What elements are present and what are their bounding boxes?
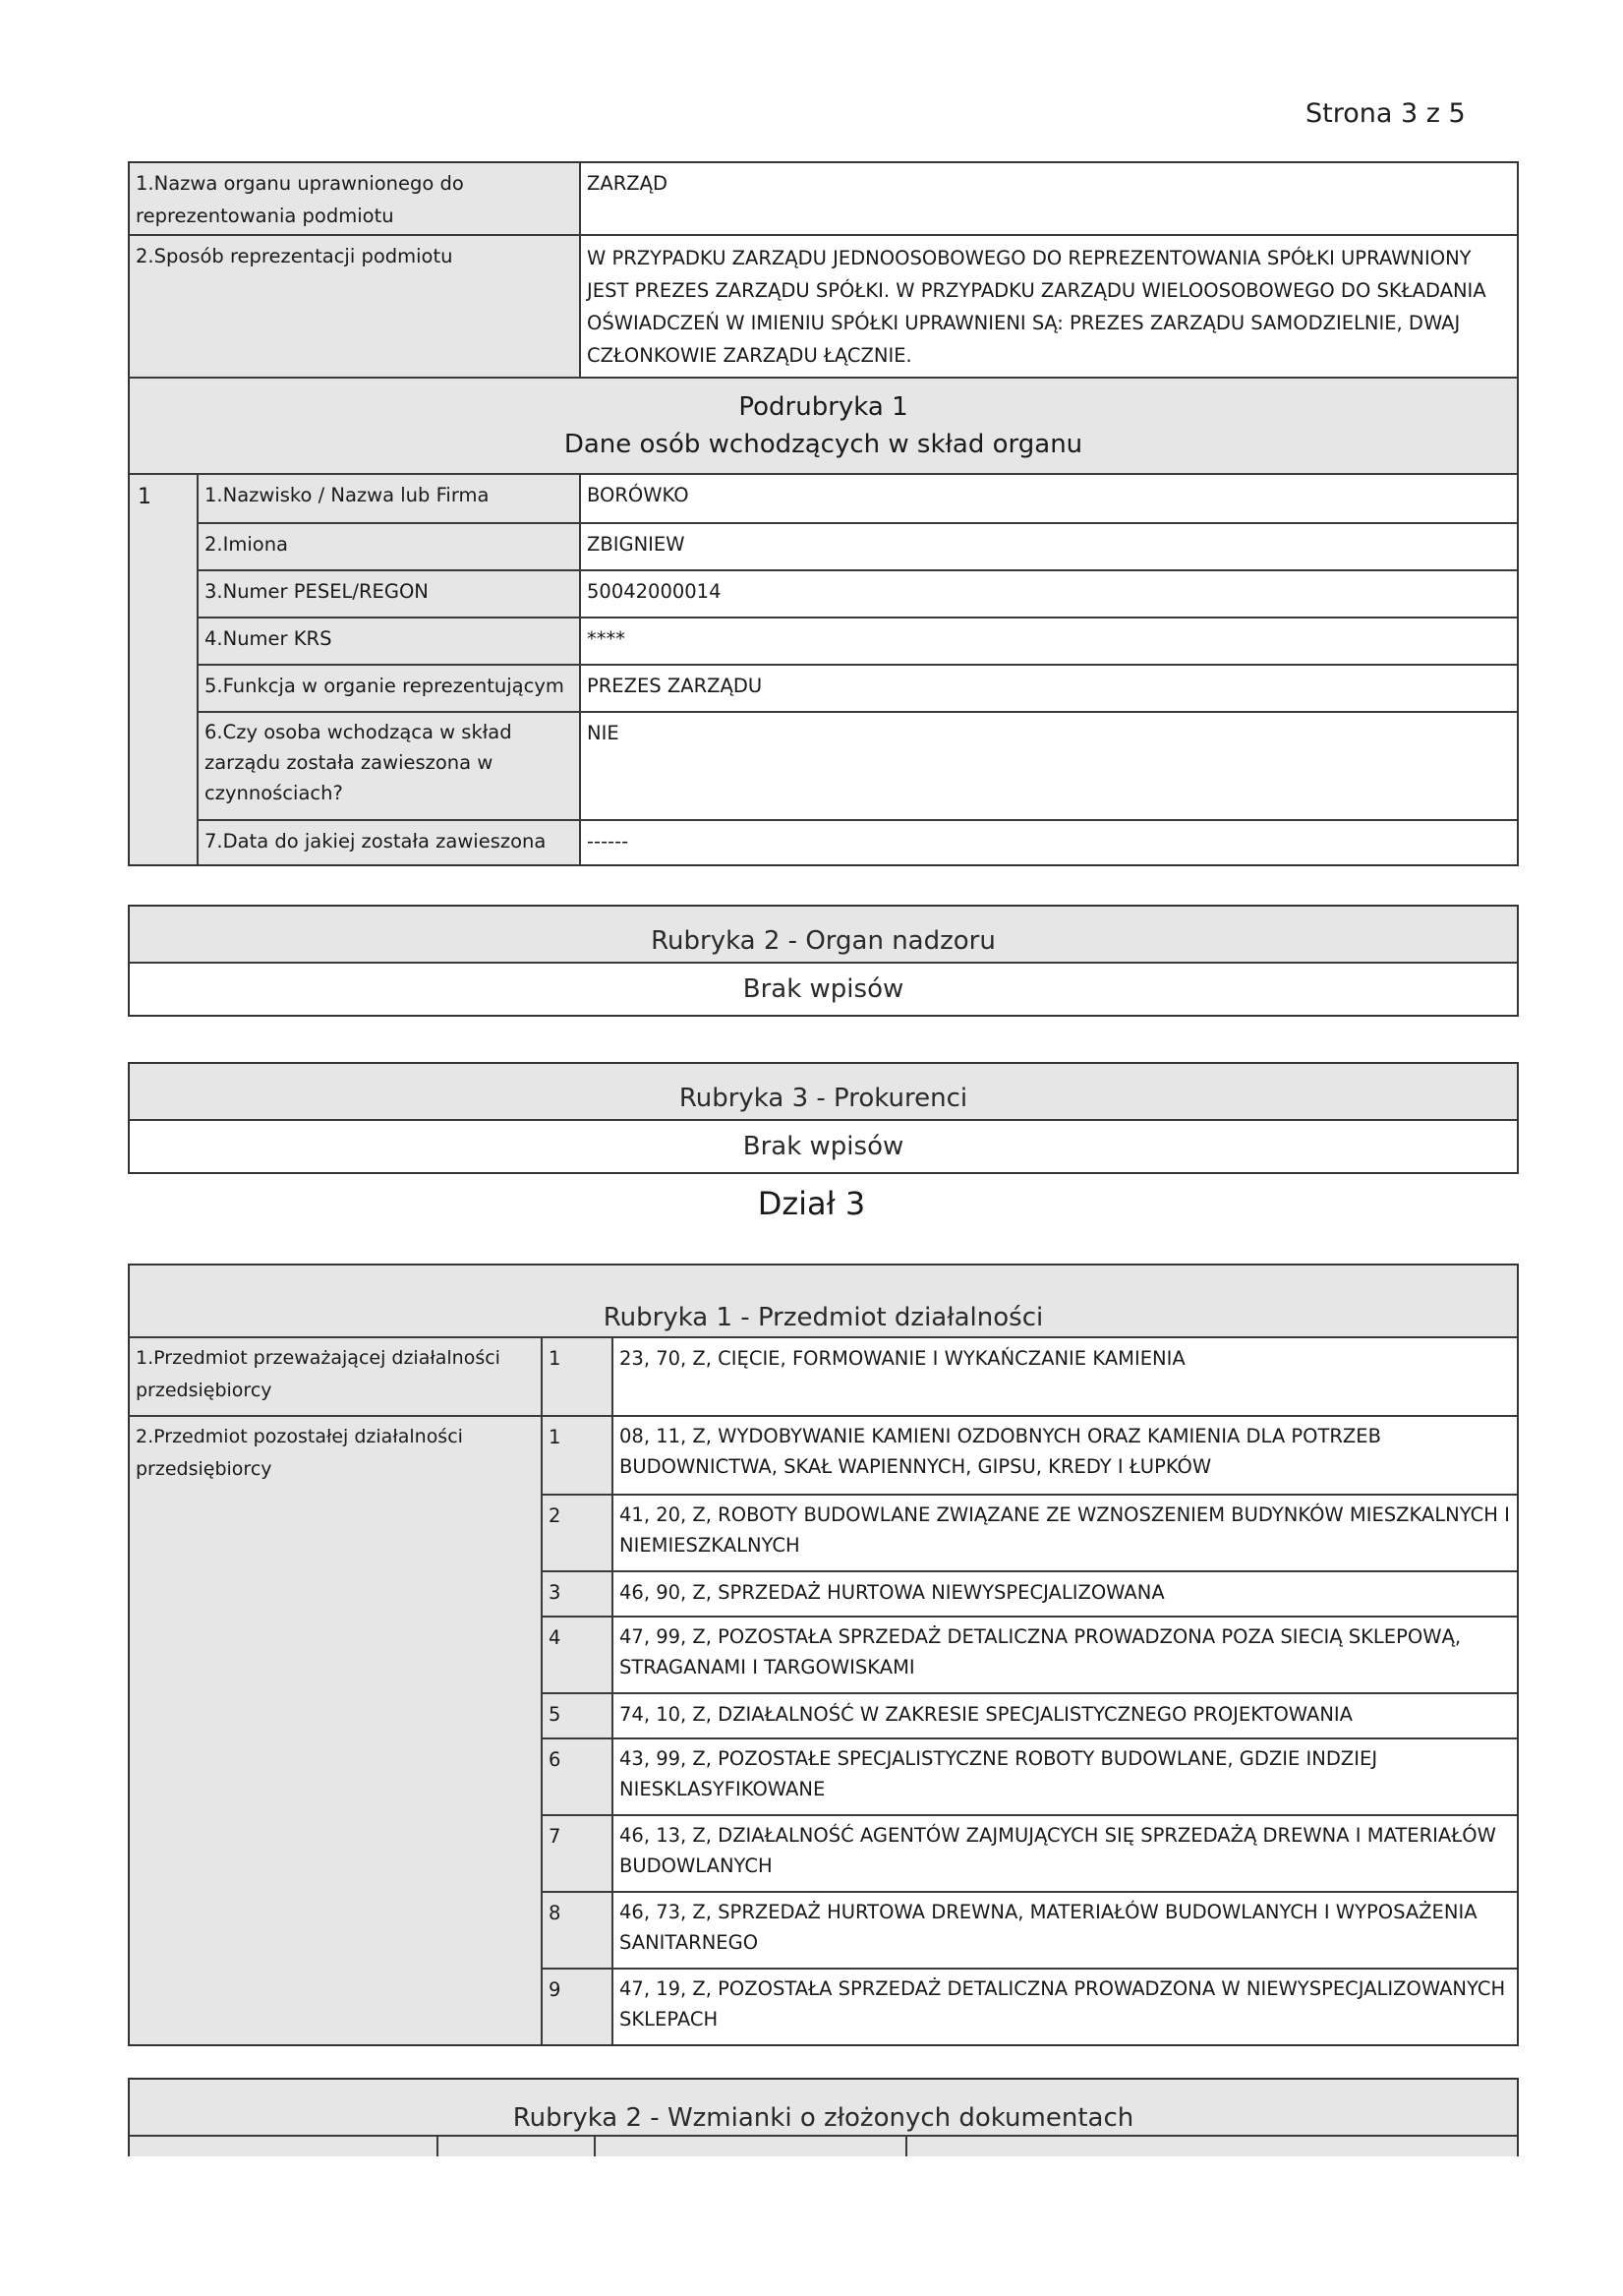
person-value: 50042000014 xyxy=(579,571,1517,617)
wzmianki-col xyxy=(905,2137,1517,2156)
activity-text: 43, 99, Z, POZOSTAŁE SPECJALISTYCZNE ROBOTY BUDOWLANE, GDZIE INDZIEJ NIESKLASYFIKOWANE xyxy=(611,1739,1517,1814)
wzmianki-table xyxy=(128,2078,1519,2156)
rubryka1-title: Rubryka 1 - Przedmiot działalności xyxy=(603,1303,1044,1332)
person-index: 1 xyxy=(130,475,199,864)
activity-item xyxy=(543,1692,1517,1737)
rubryka2-organ-nadzoru xyxy=(128,905,1519,1017)
person-label: 6.Czy osoba wchodząca w skład zarządu została zawieszona w czynnościach? xyxy=(199,713,579,819)
person-value: ------ xyxy=(579,821,1517,864)
person-value: ZBIGNIEW xyxy=(579,524,1517,569)
main-activity-no: 1 xyxy=(541,1338,611,1415)
activity-item xyxy=(543,1814,1517,1891)
person-label: 7.Data do jakiej została zawieszona xyxy=(199,821,579,864)
wzmianki-col xyxy=(594,2137,905,2156)
other-activity-list xyxy=(541,1417,1517,2044)
main-activity-label: 1.Przedmiot przeważającej działalności przedsiębiorcy xyxy=(130,1338,541,1415)
activity-item xyxy=(543,1570,1517,1616)
organ-table xyxy=(128,161,1519,866)
person-row xyxy=(199,522,1517,569)
activity-text: 47, 19, Z, POZOSTAŁA SPRZEDAŻ DETALICZNA PROWADZONA W NIEWYSPECJALIZOWANYCH SKLEPACH xyxy=(611,1970,1517,2044)
person-label: 2.Imiona xyxy=(199,524,579,569)
main-activity-text: 23, 70, Z, CIĘCIE, FORMOWANIE I WYKAŃCZANIE KAMIENIA xyxy=(611,1338,1517,1415)
person-fields xyxy=(199,475,1517,864)
rubryka3-body xyxy=(130,1119,1517,1172)
wzmianki-col xyxy=(130,2137,436,2156)
activity-text: 41, 20, Z, ROBOTY BUDOWLANE ZWIĄZANE ZE WZNOSZENIEM BUDYNKÓW MIESZKALNYCH I NIEMIESZKALNYCH xyxy=(611,1496,1517,1570)
activity-text: 46, 73, Z, SPRZEDAŻ HURTOWA DREWNA, MATERIAŁÓW BUDOWLANYCH I WYPOSAŻENIA SANITARNEGO xyxy=(611,1893,1517,1968)
activity-item xyxy=(543,1616,1517,1692)
rubryka2-title: Rubryka 2 - Organ nadzoru xyxy=(651,926,996,956)
podrubryka-subtitle: Dane osób wchodzących w skład organu xyxy=(563,430,1083,459)
representation-value: W PRZYPADKU ZARZĄDU JEDNOOSOBOWEGO DO REPREZENTOWANIA SPÓŁKI UPRAWNIONY JEST PREZES ZARZĄDU SPÓŁKI. W PRZYPADKU ZARZĄDU WIELOOSOBOWEGO DO SKŁADANIA OŚWIADCZEŃ W IMIENIU SPÓŁKI UPRAWNIENI SĄ: PREZES ZARZĄDU SAMODZIELNIE, DWAJ CZŁONKOWIE ZARZĄDU ŁĄCZNIE. xyxy=(579,236,1517,377)
activity-no: 6 xyxy=(543,1739,611,1814)
main-activity-row xyxy=(130,1336,1517,1415)
rubryka3-header xyxy=(130,1064,1517,1119)
rubryka2-header xyxy=(130,907,1517,962)
activity-no: 9 xyxy=(543,1970,611,2044)
person-block xyxy=(130,473,1517,864)
rubryka2-body xyxy=(130,962,1517,1015)
activity-item xyxy=(543,1968,1517,2044)
person-label: 1.Nazwisko / Nazwa lub Firma xyxy=(199,475,579,522)
person-label: 5.Funkcja w organie reprezentującym xyxy=(199,666,579,711)
person-row xyxy=(199,664,1517,711)
wzmianki-title: Rubryka 2 - Wzmianki o złożonych dokumentach xyxy=(512,2103,1134,2133)
person-label: 3.Numer PESEL/REGON xyxy=(199,571,579,617)
person-row xyxy=(199,475,1517,522)
activity-item xyxy=(543,1417,1517,1494)
other-activity-block xyxy=(130,1415,1517,2044)
dzial3-heading: Dział 3 xyxy=(757,1185,866,1222)
person-value: NIE xyxy=(579,713,1517,819)
przedmiot-dzialalnosci-table xyxy=(128,1264,1519,2046)
activity-no: 4 xyxy=(543,1618,611,1692)
rubryka3-title: Rubryka 3 - Prokurenci xyxy=(678,1084,968,1113)
podrubryka-title: Podrubryka 1 xyxy=(738,392,908,422)
activity-no: 7 xyxy=(543,1816,611,1891)
activity-no: 8 xyxy=(543,1893,611,1968)
person-value: BORÓWKO xyxy=(579,475,1517,522)
rubryka2-empty: Brak wpisów xyxy=(742,974,904,1004)
person-label: 4.Numer KRS xyxy=(199,618,579,664)
activity-text: 74, 10, Z, DZIAŁALNOŚĆ W ZAKRESIE SPECJALISTYCZNEGO PROJEKTOWANIA xyxy=(611,1694,1517,1737)
person-value: PREZES ZARZĄDU xyxy=(579,666,1517,711)
person-value: **** xyxy=(579,618,1517,664)
wzmianki-col xyxy=(436,2137,594,2156)
wzmianki-columns xyxy=(130,2135,1517,2156)
person-row xyxy=(199,569,1517,617)
activity-no: 2 xyxy=(543,1496,611,1570)
person-row xyxy=(199,819,1517,864)
person-row xyxy=(199,617,1517,664)
rubryka3-prokurenci xyxy=(128,1062,1519,1174)
organ-row-representation xyxy=(130,234,1517,377)
activity-item xyxy=(543,1737,1517,1814)
podrubryka-header xyxy=(130,377,1517,473)
representation-label: 2.Sposób reprezentacji podmiotu xyxy=(130,236,579,377)
other-activity-label: 2.Przedmiot pozostałej działalności przedsiębiorcy xyxy=(130,1417,541,2044)
organ-name-label: 1.Nazwa organu uprawnionego do reprezentowania podmiotu xyxy=(130,163,579,234)
activity-text: 46, 90, Z, SPRZEDAŻ HURTOWA NIEWYSPECJALIZOWANA xyxy=(611,1572,1517,1616)
person-row xyxy=(199,711,1517,819)
page-number: Strona 3 z 5 xyxy=(1305,98,1466,129)
activity-no: 1 xyxy=(543,1417,611,1494)
rubryka1-header xyxy=(130,1266,1517,1336)
wzmianki-header xyxy=(130,2080,1517,2135)
activity-item xyxy=(543,1494,1517,1570)
activity-no: 3 xyxy=(543,1572,611,1616)
organ-name-value: ZARZĄD xyxy=(579,163,1517,234)
activity-item xyxy=(543,1891,1517,1968)
activity-no: 5 xyxy=(543,1694,611,1737)
activity-text: 08, 11, Z, WYDOBYWANIE KAMIENI OZDOBNYCH ORAZ KAMIENIA DLA POTRZEB BUDOWNICTWA, SKAŁ WAPIENNYCH, GIPSU, KREDY I ŁUPKÓW xyxy=(611,1417,1517,1494)
rubryka3-empty: Brak wpisów xyxy=(742,1132,904,1161)
activity-text: 46, 13, Z, DZIAŁALNOŚĆ AGENTÓW ZAJMUJĄCYCH SIĘ SPRZEDAŻĄ DREWNA I MATERIAŁÓW BUDOWLANYCH xyxy=(611,1816,1517,1891)
activity-text: 47, 99, Z, POZOSTAŁA SPRZEDAŻ DETALICZNA PROWADZONA POZA SIECIĄ SKLEPOWĄ, STRAGANAMI I TARGOWISKAMI xyxy=(611,1618,1517,1692)
organ-row-name xyxy=(130,163,1517,234)
